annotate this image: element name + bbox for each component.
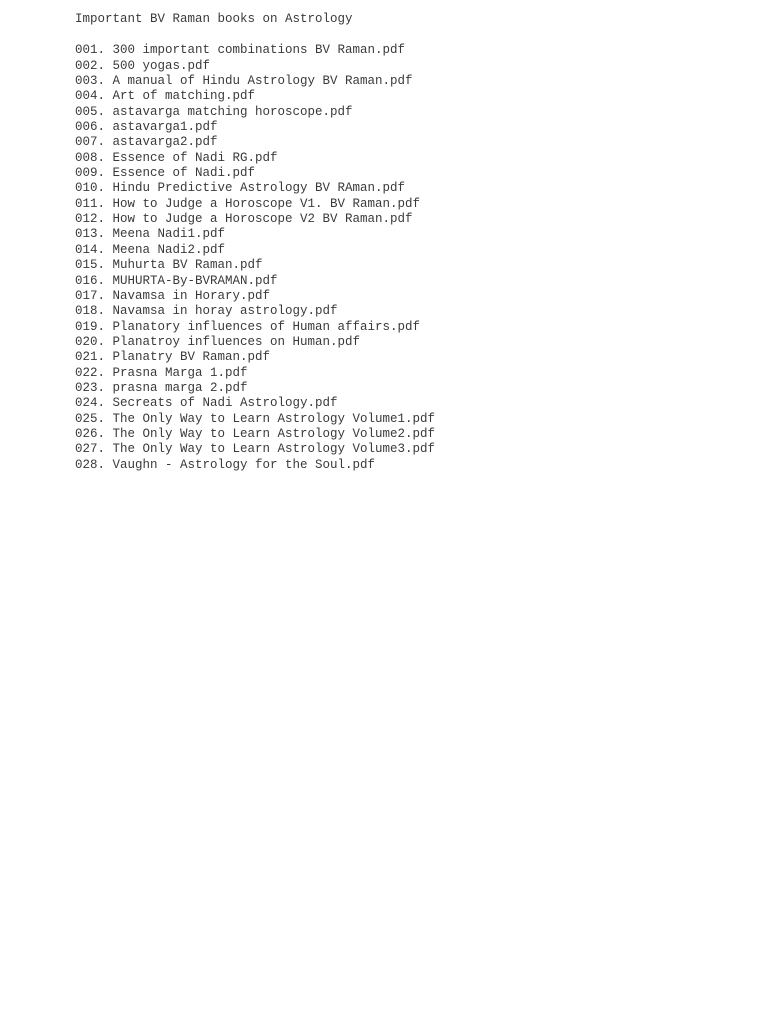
file-list-item: 024. Secreats of Nadi Astrology.pdf — [75, 396, 338, 411]
file-list-item: 028. Vaughn - Astrology for the Soul.pdf — [75, 457, 376, 472]
file-list — [75, 43, 435, 473]
file-list-item: 016. MUHURTA-By-BVRAMAN.pdf — [75, 273, 278, 288]
file-list-item: 008. Essence of Nadi RG.pdf — [75, 150, 278, 165]
file-list-item: 027. The Only Way to Learn Astrology Volume3.pdf — [75, 442, 436, 457]
title-spacer — [75, 27, 435, 43]
file-list-item: 006. astavarga1.pdf — [75, 120, 218, 135]
file-list-item: 004. Art of matching.pdf — [75, 89, 256, 104]
file-list-item: 023. prasna marga 2.pdf — [75, 380, 248, 395]
file-list-item: 003. A manual of Hindu Astrology BV Raman.pdf — [75, 74, 413, 89]
file-list-item: 005. astavarga matching horoscope.pdf — [75, 104, 353, 119]
file-list-item: 007. astavarga2.pdf — [75, 135, 218, 150]
file-list-item: 011. How to Judge a Horoscope V1. BV Raman.pdf — [75, 196, 421, 211]
file-list-item: 018. Navamsa in horay astrology.pdf — [75, 304, 338, 319]
file-list-item: 001. 300 important combinations BV Raman.pdf — [75, 43, 406, 58]
file-list-item: 017. Navamsa in Horary.pdf — [75, 288, 271, 303]
file-list-item: 025. The Only Way to Learn Astrology Volume1.pdf — [75, 411, 436, 426]
file-list-item: 021. Planatry BV Raman.pdf — [75, 350, 271, 365]
file-list-item: 015. Muhurta BV Raman.pdf — [75, 258, 263, 273]
file-list-item: 010. Hindu Predictive Astrology BV RAman.pdf — [75, 181, 406, 196]
file-list-item: 019. Planatory influences of Human affairs.pdf — [75, 319, 421, 334]
file-list-item: 020. Planatroy influences on Human.pdf — [75, 334, 361, 349]
file-list-item: 013. Meena Nadi1.pdf — [75, 227, 226, 242]
file-list-item: 014. Meena Nadi2.pdf — [75, 242, 226, 257]
file-list-item: 002. 500 yogas.pdf — [75, 58, 211, 73]
document-title: Important BV Raman books on Astrology — [75, 12, 353, 26]
document-page — [75, 12, 435, 473]
file-list-item: 009. Essence of Nadi.pdf — [75, 166, 256, 181]
file-list-item: 026. The Only Way to Learn Astrology Volume2.pdf — [75, 426, 436, 441]
file-list-item: 012. How to Judge a Horoscope V2 BV Raman.pdf — [75, 212, 413, 227]
file-list-item: 022. Prasna Marga 1.pdf — [75, 365, 248, 380]
